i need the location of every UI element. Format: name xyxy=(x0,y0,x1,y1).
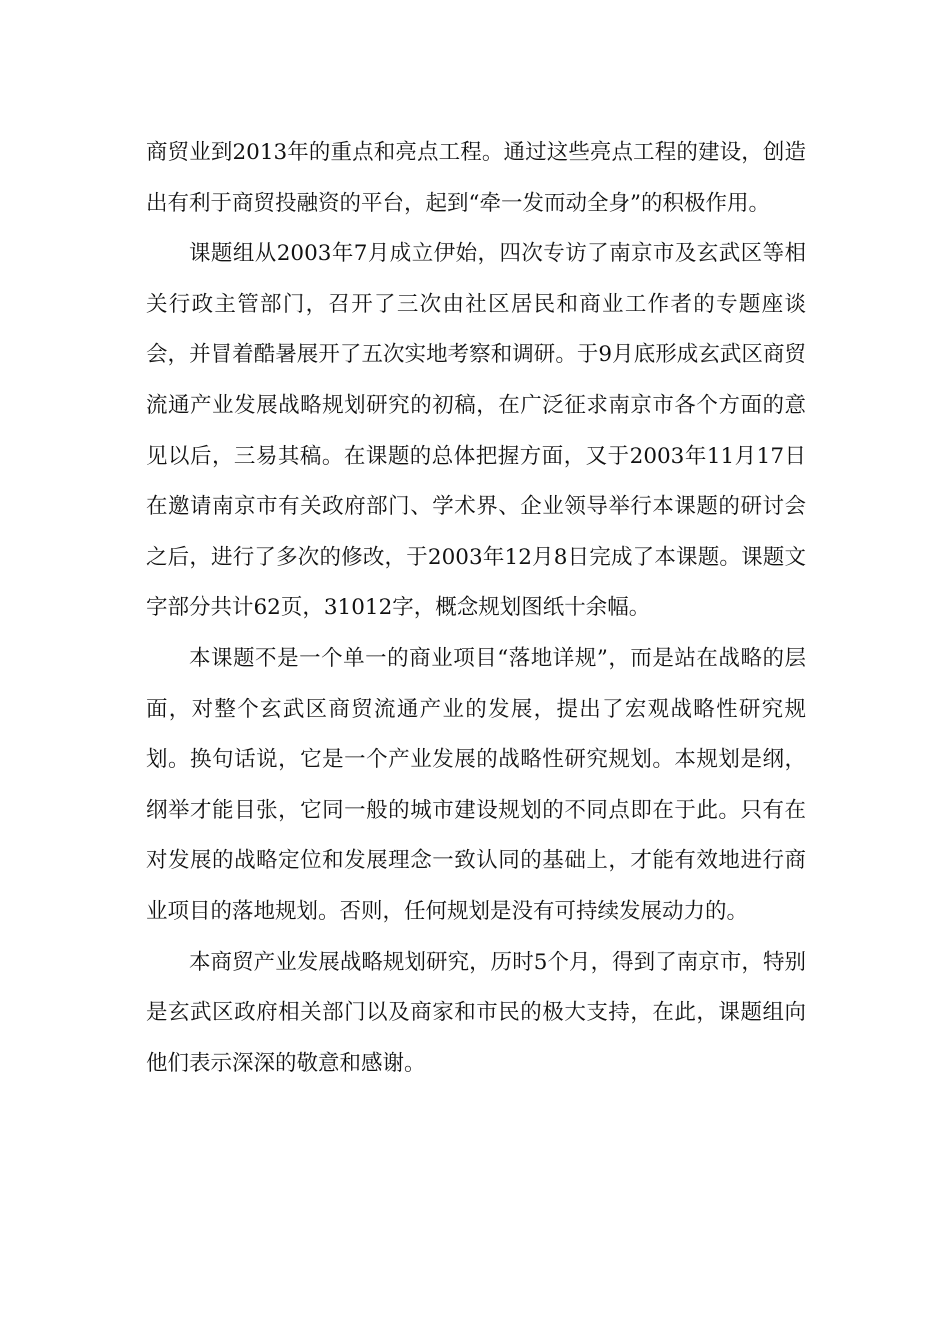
paragraph-acknowledgement: 本商贸产业发展战略规划研究，历时5个月，得到了南京市，特别是玄武区政府相关部门以及商家和市民的极大支持，在此，课题组向他们表示深深的敬意和感谢。 xyxy=(146,949,806,1076)
document-body xyxy=(146,128,806,1089)
paragraph-strategic-scope: 本课题不是一个单一的商业项目“落地详规”，而是站在战略的层面，对整个玄武区商贸流通产业的发展，提出了宏观战略性研究规划。换句话说，它是一个产业发展的战略性研究规划。本规划是纲，纲举才能目张，它同一般的城市建设规划的不同点即在于此。只有在对发展的战略定位和发展理念一致认同的基础上，才能有效地进行商业项目的落地规划。否则，任何规划是没有可持续发展动力的。 xyxy=(146,645,806,924)
paragraph-research-process: 课题组从2003年7月成立伊始，四次专访了南京市及玄武区等相关行政主管部门，召开了三次由社区居民和商业工作者的专题座谈会，并冒着酷暑展开了五次实地考察和调研。于9月底形成玄武区商贸流通产业发展战略规划研究的初稿，在广泛征求南京市各个方面的意见以后，三易其稿。在课题的总体把握方面，又于2003年11月17日在邀请南京市有关政府部门、学术界、企业领导举行本课题的研讨会之后，进行了多次的修改，于2003年12月8日完成了本课题。课题文字部分共计62页，31012字，概念规划图纸十余幅。 xyxy=(146,241,806,621)
paragraph-continued: 商贸业到2013年的重点和亮点工程。通过这些亮点工程的建设，创造出有利于商贸投融资的平台，起到“牵一发而动全身”的积极作用。 xyxy=(146,140,806,216)
